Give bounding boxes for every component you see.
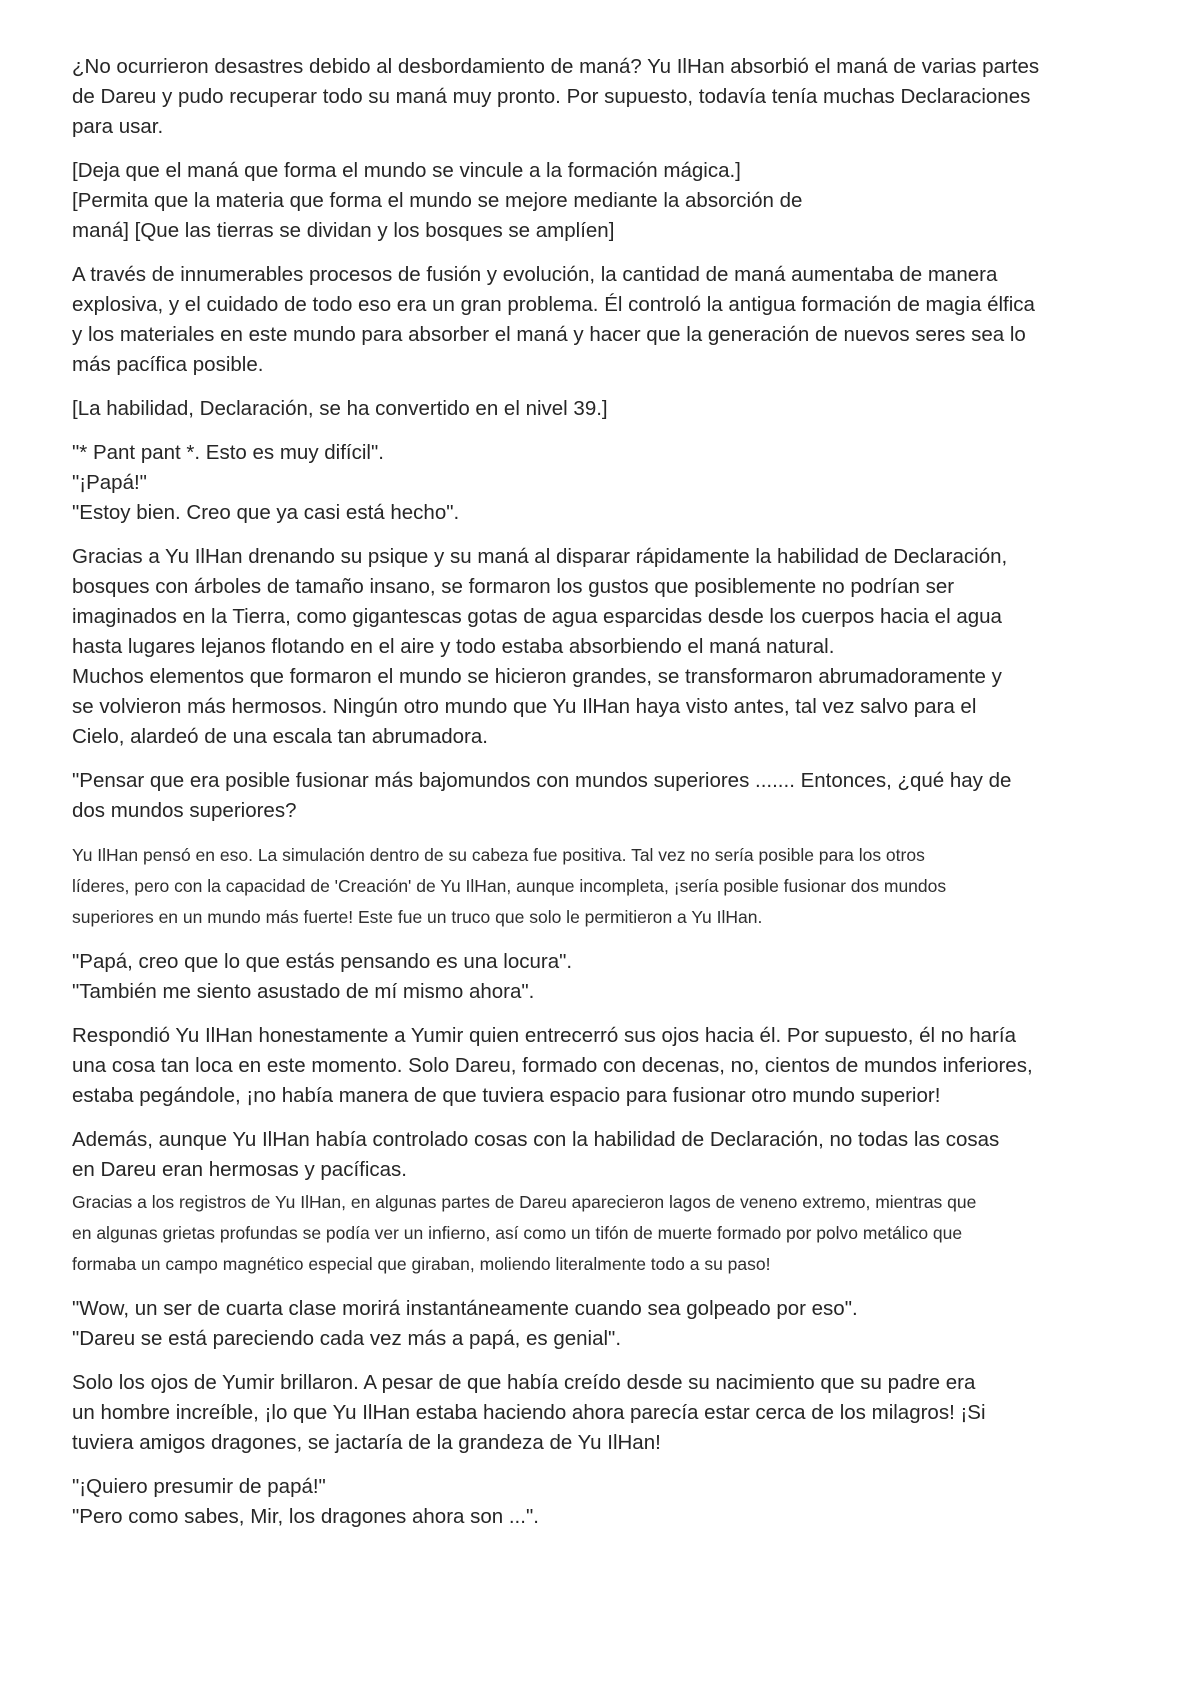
- text-line: [Permita que la materia que forma el mundo se mejore mediante la absorción de: [72, 189, 803, 212]
- document-page: [72, 52, 1122, 1546]
- paragraph: [72, 156, 1122, 246]
- text-line: "Pero como sabes, Mir, los dragones ahora son ...".: [72, 1505, 539, 1528]
- text-line: de Dareu y pudo recuperar todo su maná muy pronto. Por supuesto, todavía tenía muchas Declaraciones: [72, 85, 1031, 108]
- text-line: en algunas grietas profundas se podía ver un infierno, así como un tifón de muerte formado por polvo metálico que: [72, 1223, 963, 1243]
- text-line: una cosa tan loca en este momento. Solo Dareu, formado con decenas, no, cientos de mundos inferiores,: [72, 1054, 1033, 1077]
- text-line: un hombre increíble, ¡lo que Yu IlHan estaba haciendo ahora parecía estar cerca de los milagros! ¡Si: [72, 1401, 986, 1424]
- text-line: más pacífica posible.: [72, 353, 264, 376]
- text-line: "Estoy bien. Creo que ya casi está hecho".: [72, 501, 460, 524]
- text-line: Cielo, alardeó de una escala tan abrumadora.: [72, 725, 488, 748]
- text-line: ¿No ocurrieron desastres debido al desbordamiento de maná? Yu IlHan absorbió el maná de varias partes: [72, 55, 1040, 78]
- text-line: [Deja que el maná que forma el mundo se vincule a la formación mágica.]: [72, 159, 741, 182]
- paragraph: [72, 52, 1122, 142]
- text-line: Yu IlHan pensó en eso. La simulación dentro de su cabeza fue positiva. Tal vez no sería posible para los otros: [72, 845, 925, 865]
- text-line: Solo los ojos de Yumir brillaron. A pesar de que había creído desde su nacimiento que su padre era: [72, 1371, 976, 1394]
- paragraph: [72, 260, 1122, 380]
- paragraph: [72, 1021, 1122, 1111]
- text-line: hasta lugares lejanos flotando en el aire y todo estaba absorbiendo el maná natural.: [72, 635, 835, 658]
- text-line: se volvieron más hermosos. Ningún otro mundo que Yu IlHan haya visto antes, tal vez salvo para el: [72, 695, 977, 718]
- text-line: "¡Papá!": [72, 471, 147, 494]
- text-line: maná] [Que las tierras se dividan y los bosques se amplíen]: [72, 219, 615, 242]
- text-line: "¡Quiero presumir de papá!": [72, 1475, 326, 1498]
- text-line: "Pensar que era posible fusionar más bajomundos con mundos superiores ....... Entonces, ¿qué hay de: [72, 769, 1012, 792]
- text-line: bosques con árboles de tamaño insano, se formaron los gustos que posiblemente no podrían ser: [72, 575, 955, 598]
- text-line: [La habilidad, Declaración, se ha convertido en el nivel 39.]: [72, 397, 608, 420]
- paragraph: [72, 1187, 1122, 1280]
- text-line: Respondió Yu IlHan honestamente a Yumir quien entrecerró sus ojos hacia él. Por supuesto, él no haría: [72, 1024, 1016, 1047]
- text-line: líderes, pero con la capacidad de 'Creación' de Yu IlHan, aunque incompleta, ¡sería posible fusionar dos mundos: [72, 876, 947, 896]
- paragraph: [72, 947, 1122, 1007]
- paragraph: [72, 1125, 1122, 1185]
- text-line: dos mundos superiores?: [72, 799, 297, 822]
- text-line: "Papá, creo que lo que estás pensando es una locura".: [72, 950, 573, 973]
- paragraph: [72, 1294, 1122, 1354]
- text-line: A través de innumerables procesos de fusión y evolución, la cantidad de maná aumentaba de manera: [72, 263, 998, 286]
- text-line: Muchos elementos que formaron el mundo se hicieron grandes, se transformaron abrumadoramente y: [72, 665, 1002, 688]
- text-line: "Dareu se está pareciendo cada vez más a papá, es genial".: [72, 1327, 622, 1350]
- paragraph: [72, 438, 1122, 528]
- text-line: para usar.: [72, 115, 164, 138]
- text-line: Gracias a los registros de Yu IlHan, en algunas partes de Dareu aparecieron lagos de veneno extremo, mientras que: [72, 1192, 977, 1212]
- text-line: estaba pegándole, ¡no había manera de que tuviera espacio para fusionar otro mundo superior!: [72, 1084, 941, 1107]
- text-line: imaginados en la Tierra, como gigantescas gotas de agua esparcidas desde los cuerpos hacia el agua: [72, 605, 1002, 628]
- text-line: tuviera amigos dragones, se jactaría de la grandeza de Yu IlHan!: [72, 1431, 661, 1454]
- text-line: "Wow, un ser de cuarta clase morirá instantáneamente cuando sea golpeado por eso".: [72, 1297, 858, 1320]
- paragraph: [72, 394, 1122, 424]
- text-line: Además, aunque Yu IlHan había controlado cosas con la habilidad de Declaración, no todas las cosas: [72, 1128, 1000, 1151]
- text-line: formaba un campo magnético especial que giraban, moliendo literalmente todo a su paso!: [72, 1254, 771, 1274]
- text-line: "* Pant pant *. Esto es muy difícil".: [72, 441, 384, 464]
- text-line: explosiva, y el cuidado de todo eso era un gran problema. Él controló la antigua formación de magia élfica: [72, 293, 1035, 316]
- paragraph: [72, 542, 1122, 752]
- text-line: Gracias a Yu IlHan drenando su psique y su maná al disparar rápidamente la habilidad de Declaración,: [72, 545, 1008, 568]
- text-line: en Dareu eran hermosas y pacíficas.: [72, 1158, 407, 1181]
- paragraph: [72, 1368, 1122, 1458]
- paragraph: [72, 840, 1122, 933]
- paragraph: [72, 1472, 1122, 1532]
- text-line: "También me siento asustado de mí mismo ahora".: [72, 980, 535, 1003]
- paragraph: [72, 766, 1122, 826]
- text-line: y los materiales en este mundo para absorber el maná y hacer que la generación de nuevos seres sea lo: [72, 323, 1026, 346]
- text-line: superiores en un mundo más fuerte! Este fue un truco que solo le permitieron a Yu IlHan.: [72, 907, 763, 927]
